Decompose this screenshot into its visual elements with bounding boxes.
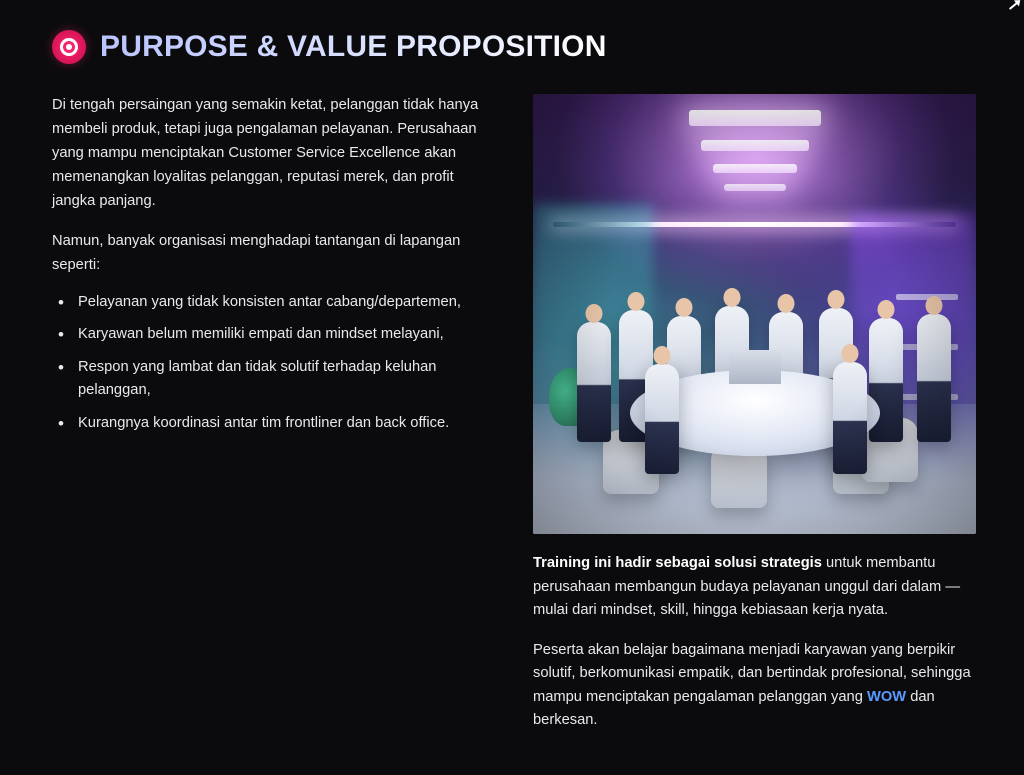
challenges-lead-in: Namun, banyak organisasi menghadapi tantangan di lapangan seperti: xyxy=(52,232,461,273)
slide-body xyxy=(52,94,972,749)
target-icon xyxy=(52,30,86,64)
right-column xyxy=(533,94,976,749)
team-meeting-photo xyxy=(533,94,976,534)
left-column xyxy=(52,94,497,445)
caption-outcome-a: Peserta akan belajar bagaimana menjadi karyawan yang berpikir solutif, berkomunikasi empatik, dan bertindak profesional, sehingga mampu menciptakan pengalaman pelanggan yang xyxy=(533,641,971,705)
caption-outcome xyxy=(533,639,976,733)
wow-highlight: WOW xyxy=(866,688,907,705)
list-item: • Kurangnya koordinasi antar tim frontliner dan back office. xyxy=(52,412,497,435)
list-item: • Pelayanan yang tidak konsisten antar cabang/departemen, xyxy=(52,291,497,314)
caption-solution-bold: Training ini hadir sebagai solusi strategis xyxy=(533,555,822,571)
caption-solution xyxy=(533,552,976,623)
list-item: • Karyawan belum memiliki empati dan mindset melayani, xyxy=(52,323,497,346)
intro-paragraph: Di tengah persaingan yang semakin ketat, pelanggan tidak hanya membeli produk, tetapi juga pengalaman pelayanan. Perusahaan yang mampu menciptakan Customer Service Excellence akan memenangkan loyalitas pelanggan, reputasi merek, dan profit jangka panjang. xyxy=(52,97,479,209)
list-item: • Respon yang lambat dan tidak solutif terhadap keluhan pelanggan, xyxy=(52,356,497,402)
page-title: PURPOSE & VALUE PROPOSITION xyxy=(100,30,607,63)
challenges-list xyxy=(52,291,497,435)
caption-solution-rest: untuk membantu perusahaan membangun budaya pelayanan unggul dari dalam — mulai dari mindset, skill, hingga kebiasaan kerja nyata. xyxy=(533,555,961,619)
caption-outcome-b: dan berkesan. xyxy=(533,688,935,729)
slide-header xyxy=(52,30,972,64)
